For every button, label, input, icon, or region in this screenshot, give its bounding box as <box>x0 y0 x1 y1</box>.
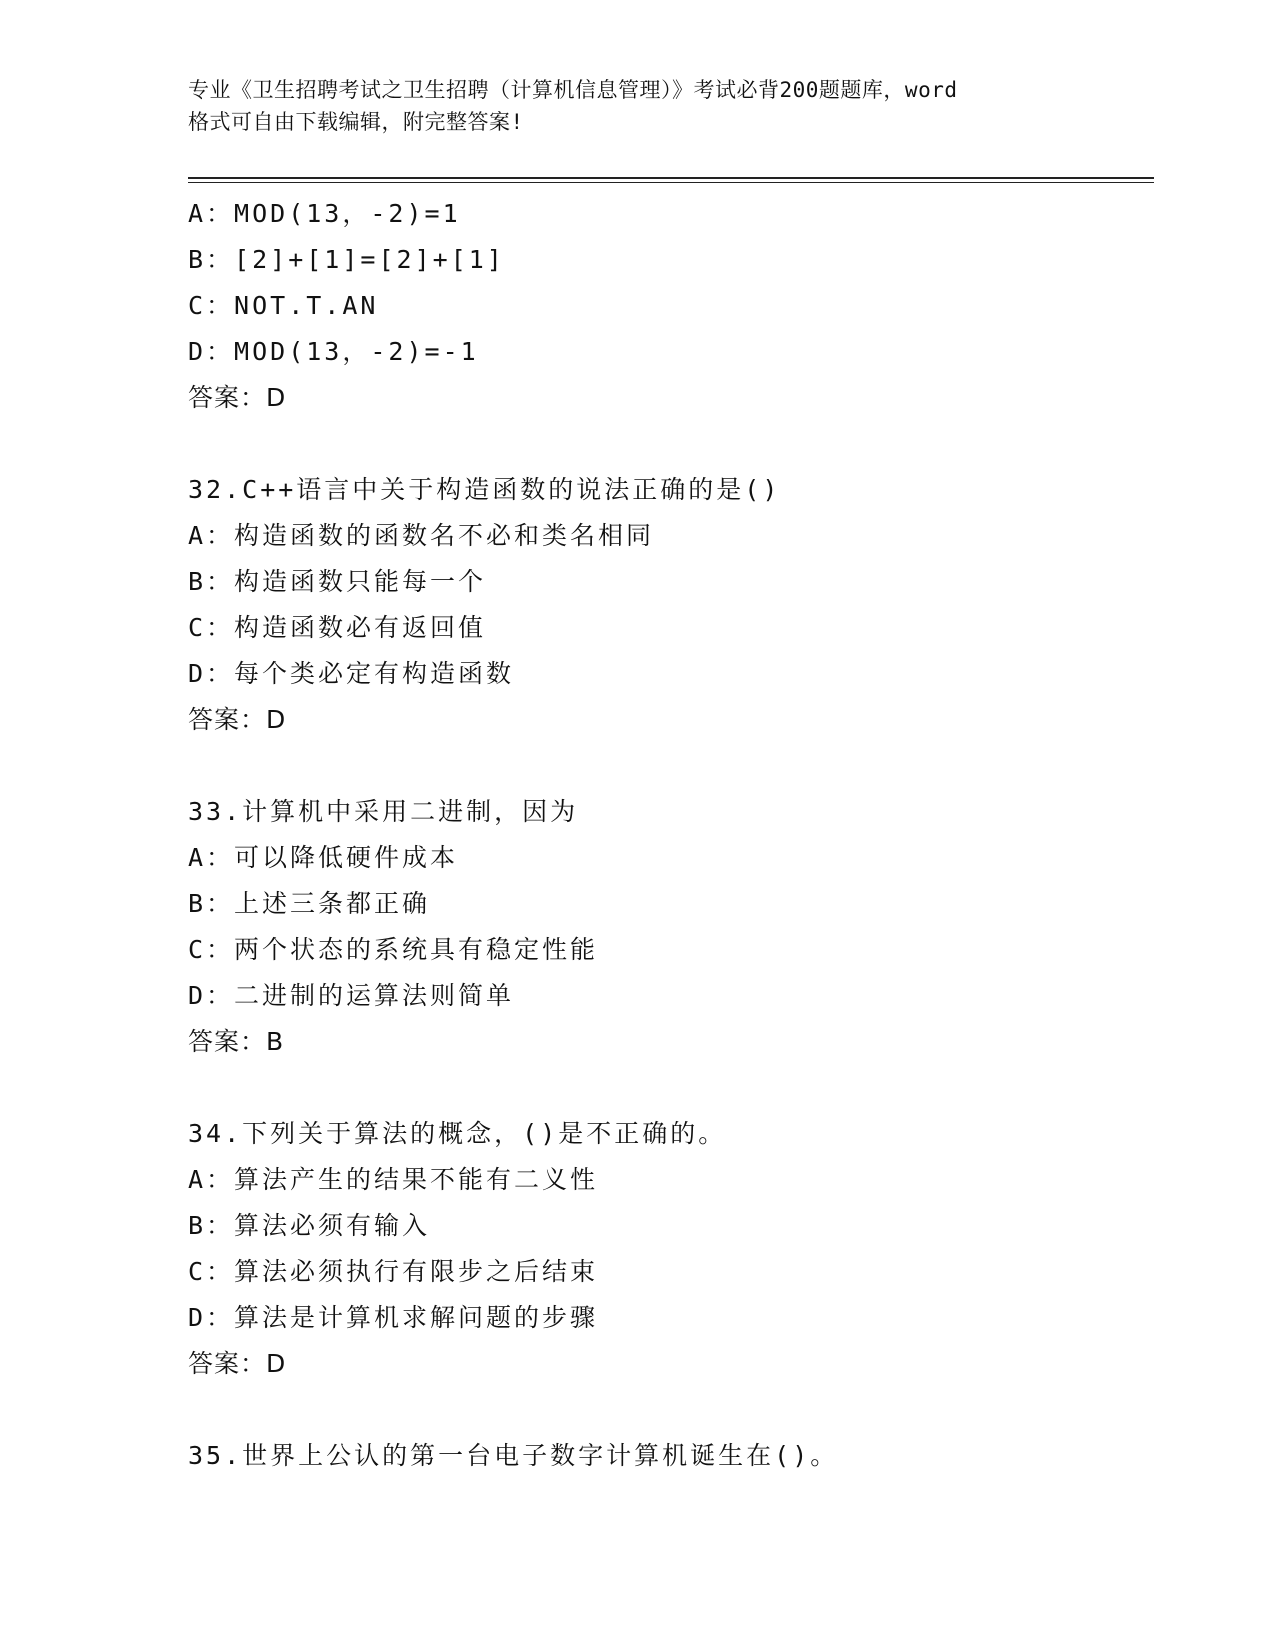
question-text: 35.世界上公认的第一台电子数字计算机诞生在()。 <box>188 1441 839 1470</box>
spacer <box>188 421 1138 467</box>
partial-question <box>188 191 1138 421</box>
question-text: 32.C++语言中关于构造函数的说法正确的是() <box>188 475 781 504</box>
option-b: B：算法必须有输入 <box>188 1211 431 1240</box>
option-d: D：二进制的运算法则简单 <box>188 981 515 1010</box>
option-c: C：构造函数必有返回值 <box>188 613 487 642</box>
answer-line: 答案：D <box>188 1349 287 1378</box>
option-c: C：NOT.T.AN <box>188 291 379 320</box>
header-title-line: 专业《卫生招聘考试之卫生招聘（计算机信息管理）》考试必背200题题库，word <box>188 78 958 102</box>
question-35 <box>188 1433 1138 1479</box>
option-a: A：算法产生的结果不能有二义性 <box>188 1165 599 1194</box>
spacer <box>188 1387 1138 1433</box>
option-a: A：构造函数的函数名不必和类名相同 <box>188 521 655 550</box>
option-b: B：[2]+[1]=[2]+[1] <box>188 245 505 274</box>
option-b: B：上述三条都正确 <box>188 889 431 918</box>
header-divider-thick <box>188 177 1154 179</box>
question-text: 34.下列关于算法的概念，()是不正确的。 <box>188 1119 727 1148</box>
option-c: C：算法必须执行有限步之后结束 <box>188 1257 599 1286</box>
option-d: D：算法是计算机求解问题的步骤 <box>188 1303 599 1332</box>
option-b: B：构造函数只能每一个 <box>188 567 487 596</box>
document-header <box>188 74 1088 138</box>
question-34 <box>188 1111 1138 1387</box>
answer-line: 答案：B <box>188 1027 285 1056</box>
header-subtitle-line: 格式可自由下载编辑，附完整答案! <box>188 110 524 134</box>
question-32 <box>188 467 1138 743</box>
question-text: 33.计算机中采用二进制，因为 <box>188 797 579 826</box>
spacer <box>188 1065 1138 1111</box>
question-33 <box>188 789 1138 1065</box>
option-a: A：可以降低硬件成本 <box>188 843 459 872</box>
header-divider-thin <box>188 182 1154 183</box>
question-list <box>188 191 1138 1479</box>
spacer <box>188 743 1138 789</box>
option-c: C：两个状态的系统具有稳定性能 <box>188 935 599 964</box>
option-d: D：MOD(13，-2)=-1 <box>188 337 479 366</box>
option-d: D：每个类必定有构造函数 <box>188 659 515 688</box>
answer-line: 答案：D <box>188 383 287 412</box>
option-a: A：MOD(13，-2)=1 <box>188 199 461 228</box>
answer-line: 答案：D <box>188 705 287 734</box>
